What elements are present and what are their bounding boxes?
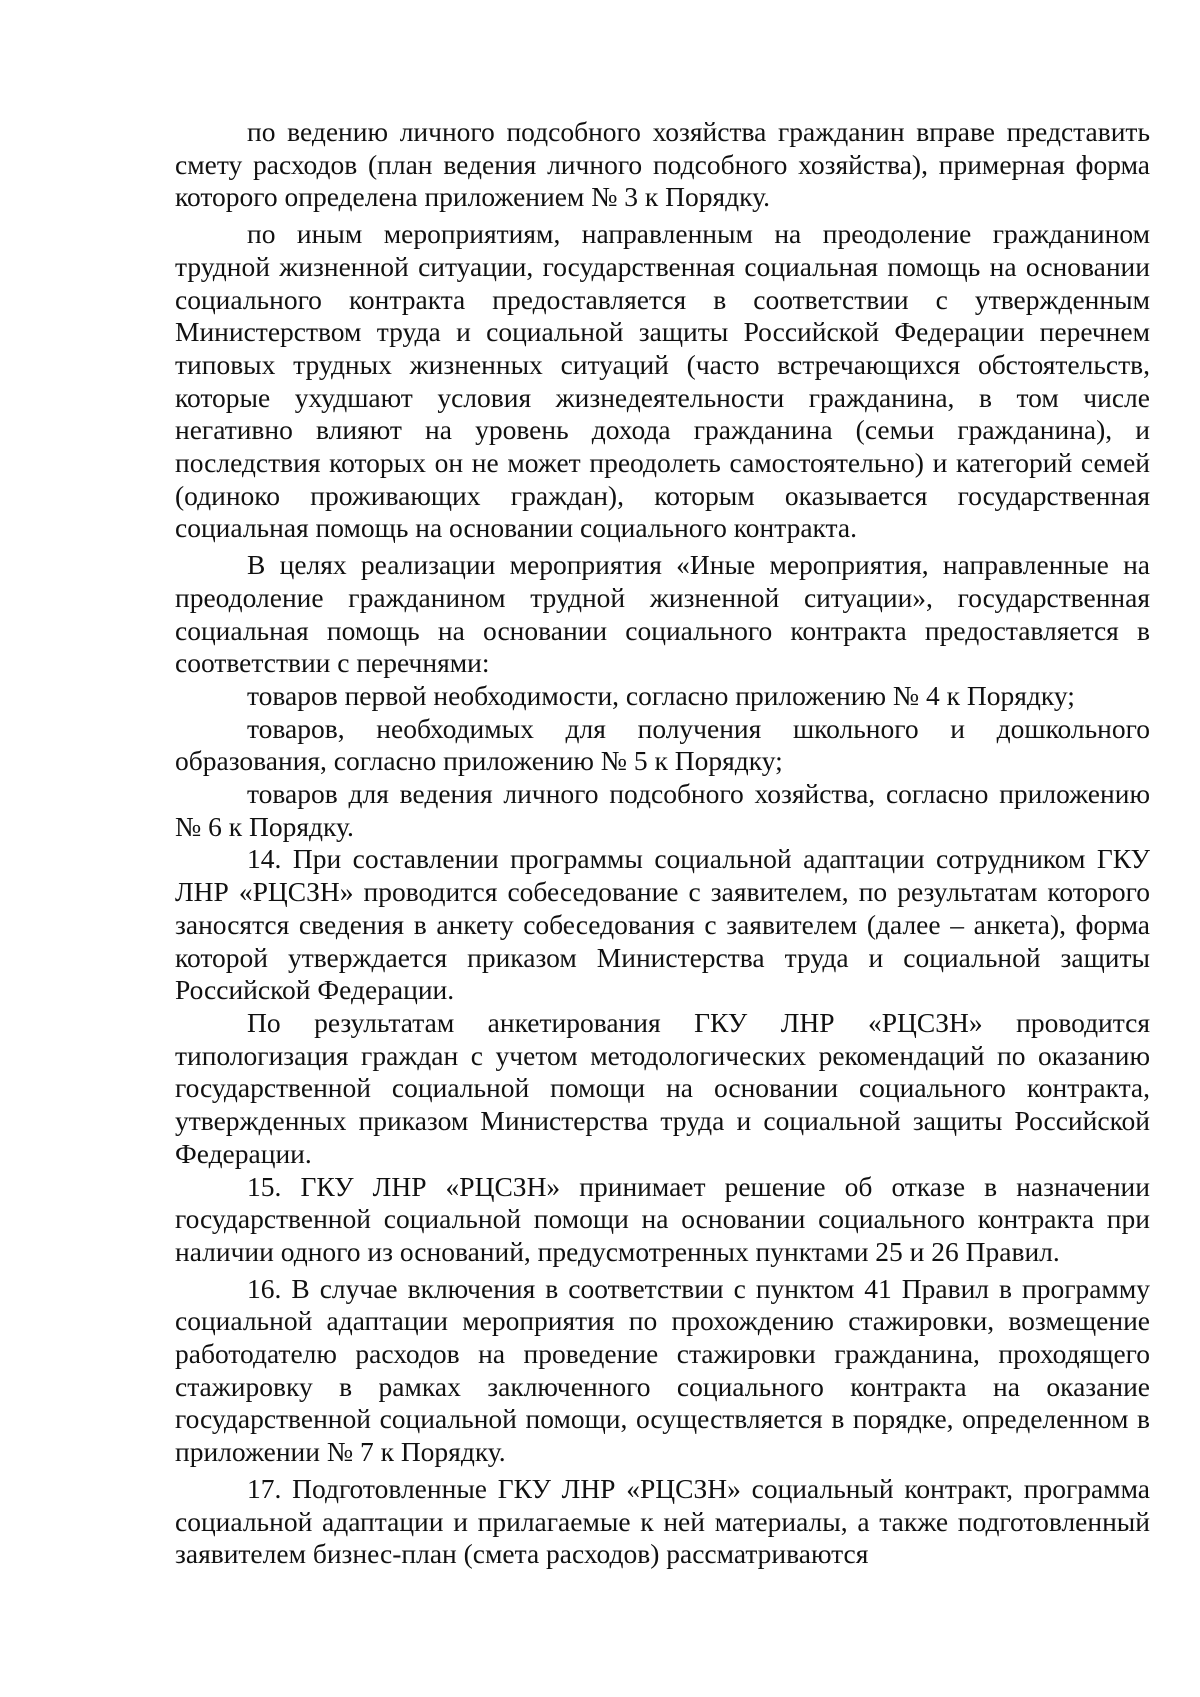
document-body — [175, 116, 1150, 1571]
list-item-essential-goods: товаров первой необходимости, согласно приложению № 4 к Порядку; — [247, 679, 1075, 711]
paragraph-typologization: По результатам анкетирования ГКУ ЛНР «РЦСЗН» проводится типологизация граждан с учетом методологических рекомендаций по оказанию государственной социальной помощи на основании социального контракта, утвержденных приказом Министерства труда и социальной защиты Российской Федерации. — [175, 1006, 1150, 1169]
paragraph-item-15: 15. ГКУ ЛНР «РЦСЗН» принимает решение об отказе в назначении государственной социальной помощи на основании социального контракта при наличии одного из оснований, предусмотренных пунктами 25 и 26 Правил. — [175, 1170, 1150, 1267]
paragraph-item-16: 16. В случае включения в соответствии с пунктом 41 Правил в программу социальной адаптации мероприятия по прохождению стажировки, возмещение работодателю расходов на проведение стажировки гражданина, проходящего стажировку в рамках заключенного социального контракта на оказание государственной социальной помощи, осуществляется в порядке, определенном в приложении № 7 к Порядку. — [175, 1272, 1150, 1468]
paragraph-other-measures-lists: В целях реализации мероприятия «Иные мероприятия, направленные на преодоление гражданином трудной жизненной ситуации», государственная социальная помощь на основании социального контракта предоставляется в соответствии с перечнями: — [175, 549, 1150, 679]
paragraph-item-17: 17. Подготовленные ГКУ ЛНР «РЦСЗН» социальный контракт, программа социальной адаптации и прилагаемые к ней материалы, а также подготовленный заявителем бизнес-план (смета расходов) рассматриваются — [175, 1472, 1150, 1570]
paragraph-other-measures: по иным мероприятиям, направленным на преодоление гражданином трудной жизненной ситуации, государственная социальная помощь на основании социального контракта предоставляется в соответствии с утвержденным Министерством труда и социальной защиты Российской Федерации перечнем типовых трудных жизненных ситуаций (часто встречающихся обстоятельств, которые ухудшают условия жизнедеятельности гражданина, в том числе негативно влияют на уровень дохода гражданина (семьи гражданина), и последствия которых он не может преодолеть самостоятельно) и категорий семей (одиноко проживающих граждан), которым оказывается государственная социальная помощь на основании социального контракта. — [175, 218, 1150, 544]
paragraph-household-estimate: по ведению личного подсобного хозяйства гражданин вправе представить смету расходов (план ведения личного подсобного хозяйства), примерная форма которого определена приложением № 3 к Порядку. — [175, 116, 1150, 213]
list-item-education-goods: товаров, необходимых для получения школьного и дошкольного образования, согласно приложению № 5 к Порядку; — [175, 712, 1150, 777]
list-item-household-goods: товаров для ведения личного подсобного хозяйства, согласно приложению № 6 к Порядку. — [175, 778, 1150, 842]
paragraph-item-14: 14. При составлении программы социальной адаптации сотрудником ГКУ ЛНР «РЦСЗН» проводится собеседование с заявителем, по результатам которого заносятся сведения в анкету собеседования с заявителем (далее – анкета), форма которой утверждается приказом Министерства труда и социальной защиты Российской Федерации. — [175, 843, 1150, 1006]
